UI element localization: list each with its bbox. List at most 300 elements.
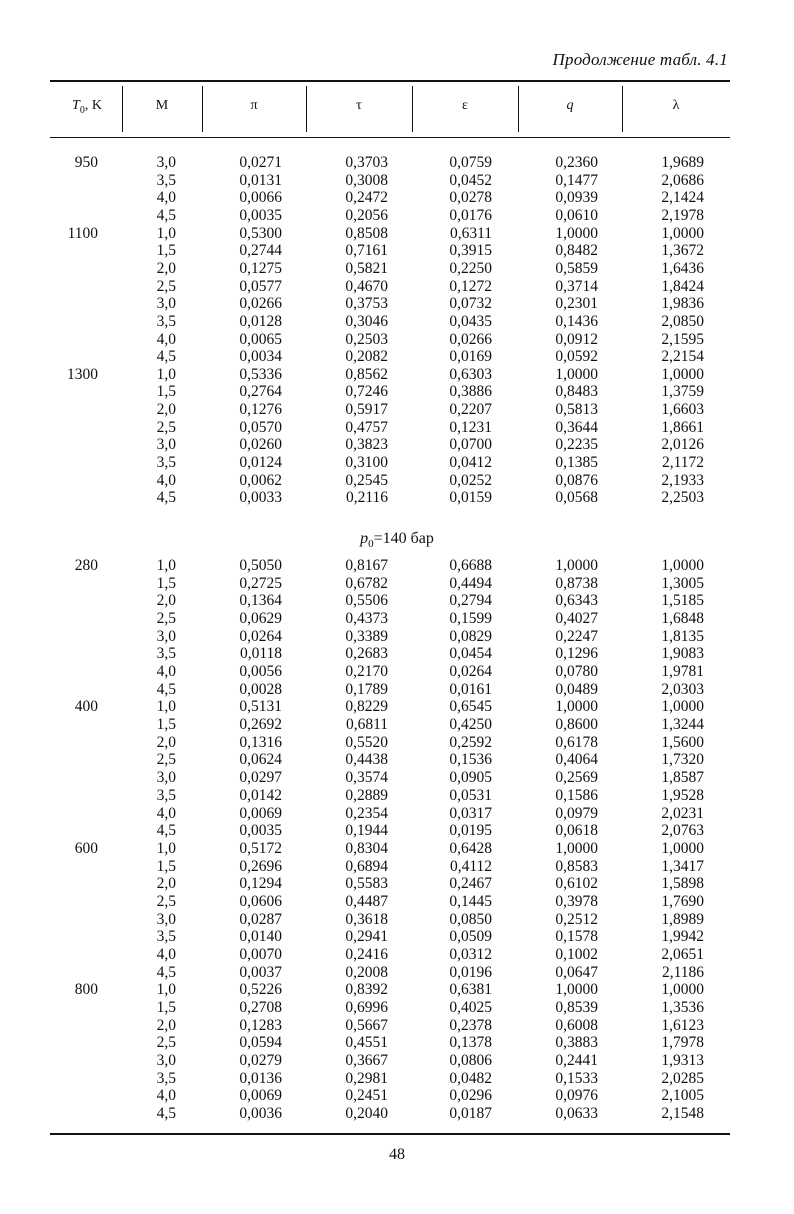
cell-tau: 0,3753 xyxy=(345,295,388,313)
cell-q: 0,6008 xyxy=(555,1016,598,1034)
cell-lambda: 1,3536 xyxy=(661,999,704,1016)
cell-q: 0,3644 xyxy=(555,418,598,436)
cell-tau: 0,5917 xyxy=(345,401,388,419)
cell-pi: 0,0124 xyxy=(239,454,282,472)
cell-tau: 0,7161 xyxy=(345,242,388,260)
cell-m: 4,5 xyxy=(156,206,176,224)
table-row xyxy=(0,154,794,172)
cell-q: 1,0000 xyxy=(555,839,598,857)
cell-pi: 0,0140 xyxy=(239,928,282,946)
cell-m: 3,5 xyxy=(156,312,176,330)
cell-epsilon: 0,0312 xyxy=(449,945,492,963)
cell-epsilon: 0,4025 xyxy=(449,999,492,1016)
cell-epsilon: 0,1272 xyxy=(449,277,492,295)
cell-m: 2,0 xyxy=(156,733,176,751)
header-t0-unit: , K xyxy=(84,98,102,113)
table-row xyxy=(0,787,794,805)
cell-pi: 0,0577 xyxy=(239,277,282,295)
cell-tau: 0,6894 xyxy=(345,857,388,875)
cell-lambda: 1,6848 xyxy=(661,610,704,628)
cell-tau: 0,8304 xyxy=(345,839,388,857)
table-row xyxy=(0,1052,794,1070)
cell-lambda: 1,7320 xyxy=(661,751,704,769)
cell-q: 0,1578 xyxy=(555,928,598,946)
cell-m: 3,0 xyxy=(156,1052,176,1070)
cell-t0: 280 xyxy=(74,557,98,574)
cell-q: 0,0618 xyxy=(555,822,598,840)
cell-lambda: 2,1424 xyxy=(661,189,704,207)
cell-tau: 0,8229 xyxy=(345,698,388,716)
cell-pi: 0,0036 xyxy=(239,1105,282,1123)
cell-q: 0,2569 xyxy=(555,769,598,787)
table-row xyxy=(0,875,794,893)
header-epsilon: ε xyxy=(462,98,468,113)
table-row xyxy=(0,645,794,663)
cell-epsilon: 0,0759 xyxy=(449,154,492,171)
cell-q: 1,0000 xyxy=(555,365,598,383)
cell-lambda: 1,9528 xyxy=(661,786,704,804)
cell-pi: 0,5300 xyxy=(239,224,282,242)
cell-epsilon: 0,1445 xyxy=(449,892,492,910)
cell-tau: 0,3046 xyxy=(345,312,388,330)
cell-epsilon: 0,0412 xyxy=(449,454,492,472)
cell-lambda: 1,9689 xyxy=(661,154,704,171)
cell-q: 0,2301 xyxy=(555,295,598,313)
table-row xyxy=(0,734,794,752)
cell-q: 0,6102 xyxy=(555,875,598,893)
cell-tau: 0,4551 xyxy=(345,1034,388,1052)
cell-m: 2,5 xyxy=(156,892,176,910)
cell-m: 4,0 xyxy=(156,330,176,348)
cell-pi: 0,1364 xyxy=(239,592,282,610)
cell-tau: 0,8562 xyxy=(345,365,388,383)
cell-pi: 0,0028 xyxy=(239,680,282,698)
cell-pi: 0,0069 xyxy=(239,804,282,822)
cell-lambda: 1,9313 xyxy=(661,1052,704,1070)
table-row xyxy=(0,472,794,490)
cell-tau: 0,6811 xyxy=(345,716,388,734)
cell-epsilon: 0,0850 xyxy=(449,910,492,928)
cell-tau: 0,5506 xyxy=(345,592,388,610)
cell-q: 0,3978 xyxy=(555,892,598,910)
cell-lambda: 1,0000 xyxy=(661,698,704,716)
cell-pi: 0,0279 xyxy=(239,1052,282,1070)
cell-tau: 0,3618 xyxy=(345,910,388,928)
table-row xyxy=(0,489,794,507)
cell-lambda: 2,1005 xyxy=(661,1087,704,1105)
table-row xyxy=(0,999,794,1017)
cell-pi: 0,0606 xyxy=(239,892,282,910)
cell-pi: 0,0118 xyxy=(239,645,282,663)
cell-epsilon: 0,6428 xyxy=(449,839,492,857)
table-row xyxy=(0,348,794,366)
header-tau: τ xyxy=(356,98,362,113)
cell-epsilon: 0,0196 xyxy=(449,963,492,981)
cell-epsilon: 0,4250 xyxy=(449,716,492,734)
cell-tau: 0,5520 xyxy=(345,733,388,751)
cell-t0: 400 xyxy=(74,698,98,716)
cell-m: 3,0 xyxy=(156,154,176,171)
cell-m: 3,5 xyxy=(156,454,176,472)
cell-q: 1,0000 xyxy=(555,981,598,999)
cell-epsilon: 0,0700 xyxy=(449,436,492,454)
cell-epsilon: 0,0531 xyxy=(449,786,492,804)
cell-q: 0,2235 xyxy=(555,436,598,454)
cell-tau: 0,2116 xyxy=(345,489,388,507)
cell-tau: 0,2040 xyxy=(345,1105,388,1123)
cell-m: 4,0 xyxy=(156,1087,176,1105)
cell-tau: 0,5821 xyxy=(345,259,388,277)
cell-m: 4,0 xyxy=(156,471,176,489)
header-pi: π xyxy=(250,98,258,113)
cell-q: 0,0592 xyxy=(555,348,598,366)
table-row xyxy=(0,964,794,982)
cell-epsilon: 0,0252 xyxy=(449,471,492,489)
cell-lambda: 1,5185 xyxy=(661,592,704,610)
header-t0 xyxy=(52,98,122,116)
cell-lambda: 2,0303 xyxy=(661,680,704,698)
cell-epsilon: 0,6311 xyxy=(449,224,492,242)
cell-epsilon: 0,0435 xyxy=(449,312,492,330)
cell-epsilon: 0,0732 xyxy=(449,295,492,313)
cell-lambda: 1,0000 xyxy=(661,365,704,383)
table-row xyxy=(0,189,794,207)
cell-epsilon: 0,0806 xyxy=(449,1052,492,1070)
table-caption: Продолжение табл. 4.1 xyxy=(552,50,728,69)
cell-pi: 0,0266 xyxy=(239,295,282,313)
cell-pi: 0,0271 xyxy=(239,154,282,171)
cell-tau: 0,1789 xyxy=(345,680,388,698)
cell-pi: 0,0287 xyxy=(239,910,282,928)
cell-tau: 0,6782 xyxy=(345,574,388,592)
cell-lambda: 2,1595 xyxy=(661,330,704,348)
table-row xyxy=(0,383,794,401)
cell-q: 0,0939 xyxy=(555,189,598,207)
table-header-rule xyxy=(50,137,730,138)
table-row xyxy=(0,366,794,384)
table-row xyxy=(0,1017,794,1035)
cell-lambda: 1,3417 xyxy=(661,857,704,875)
table-row xyxy=(0,681,794,699)
cell-m: 2,0 xyxy=(156,401,176,419)
cell-epsilon: 0,1599 xyxy=(449,610,492,628)
cell-epsilon: 0,1536 xyxy=(449,751,492,769)
table-row xyxy=(0,295,794,313)
cell-q: 0,2512 xyxy=(555,910,598,928)
table-row xyxy=(0,981,794,999)
cell-m: 2,0 xyxy=(156,259,176,277)
cell-lambda: 1,6436 xyxy=(661,259,704,277)
cell-lambda: 1,8989 xyxy=(661,910,704,928)
cell-q: 0,0979 xyxy=(555,804,598,822)
table-row xyxy=(0,172,794,190)
cell-pi: 0,0570 xyxy=(239,418,282,436)
cell-epsilon: 0,0482 xyxy=(449,1069,492,1087)
table-row xyxy=(0,1070,794,1088)
cell-lambda: 2,2503 xyxy=(661,489,704,507)
cell-lambda: 1,6603 xyxy=(661,401,704,419)
cell-lambda: 2,0285 xyxy=(661,1069,704,1087)
cell-tau: 0,8508 xyxy=(345,224,388,242)
cell-m: 2,0 xyxy=(156,875,176,893)
cell-q: 0,5813 xyxy=(555,401,598,419)
cell-epsilon: 0,2378 xyxy=(449,1016,492,1034)
cell-m: 1,0 xyxy=(156,698,176,716)
cell-pi: 0,1316 xyxy=(239,733,282,751)
cell-pi: 0,0035 xyxy=(239,206,282,224)
table-row xyxy=(0,822,794,840)
table-row xyxy=(0,1087,794,1105)
cell-epsilon: 0,0161 xyxy=(449,680,492,698)
cell-pi: 0,2696 xyxy=(239,857,282,875)
cell-q: 0,3883 xyxy=(555,1034,598,1052)
cell-q: 0,0780 xyxy=(555,663,598,681)
cell-m: 3,0 xyxy=(156,769,176,787)
cell-lambda: 2,1978 xyxy=(661,206,704,224)
cell-tau: 0,2941 xyxy=(345,928,388,946)
cell-q: 0,0568 xyxy=(555,489,598,507)
table-row xyxy=(0,858,794,876)
cell-lambda: 2,0850 xyxy=(661,312,704,330)
cell-tau: 0,3008 xyxy=(345,171,388,189)
header-lambda: λ xyxy=(672,98,680,113)
cell-epsilon: 0,6303 xyxy=(449,365,492,383)
cell-tau: 0,3389 xyxy=(345,627,388,645)
cell-lambda: 2,2154 xyxy=(661,348,704,366)
cell-lambda: 1,5600 xyxy=(661,733,704,751)
cell-q: 0,0912 xyxy=(555,330,598,348)
cell-pi: 0,0033 xyxy=(239,489,282,507)
cell-q: 0,2441 xyxy=(555,1052,598,1070)
table-row xyxy=(0,628,794,646)
cell-lambda: 1,0000 xyxy=(661,839,704,857)
cell-q: 0,0489 xyxy=(555,680,598,698)
cell-m: 1,0 xyxy=(156,981,176,999)
cell-q: 0,8583 xyxy=(555,857,598,875)
cell-epsilon: 0,0296 xyxy=(449,1087,492,1105)
cell-pi: 0,0142 xyxy=(239,786,282,804)
cell-tau: 0,3574 xyxy=(345,769,388,787)
cell-epsilon: 0,2207 xyxy=(449,401,492,419)
cell-q: 0,1002 xyxy=(555,945,598,963)
cell-tau: 0,4487 xyxy=(345,892,388,910)
cell-m: 3,5 xyxy=(156,928,176,946)
cell-lambda: 1,7978 xyxy=(661,1034,704,1052)
cell-lambda: 1,3244 xyxy=(661,716,704,734)
cell-lambda: 1,3005 xyxy=(661,574,704,592)
subheader-subscript: 0 xyxy=(368,538,374,551)
cell-m: 2,0 xyxy=(156,1016,176,1034)
cell-m: 3,0 xyxy=(156,436,176,454)
cell-m: 1,5 xyxy=(156,857,176,875)
cell-pi: 0,0297 xyxy=(239,769,282,787)
cell-tau: 0,5667 xyxy=(345,1016,388,1034)
cell-tau: 0,2683 xyxy=(345,645,388,663)
cell-lambda: 1,8424 xyxy=(661,277,704,295)
cell-tau: 0,4438 xyxy=(345,751,388,769)
cell-m: 1,0 xyxy=(156,839,176,857)
cell-epsilon: 0,1231 xyxy=(449,418,492,436)
cell-q: 0,8600 xyxy=(555,716,598,734)
cell-epsilon: 0,4112 xyxy=(449,857,492,875)
cell-m: 4,5 xyxy=(156,963,176,981)
cell-lambda: 2,1172 xyxy=(661,454,704,472)
cell-tau: 0,4670 xyxy=(345,277,388,295)
table-row xyxy=(0,575,794,593)
cell-pi: 0,0037 xyxy=(239,963,282,981)
cell-m: 4,0 xyxy=(156,189,176,207)
cell-q: 0,1477 xyxy=(555,171,598,189)
cell-pi: 0,0260 xyxy=(239,436,282,454)
cell-epsilon: 0,0905 xyxy=(449,769,492,787)
cell-epsilon: 0,0195 xyxy=(449,822,492,840)
cell-tau: 0,2889 xyxy=(345,786,388,804)
page-number: 48 xyxy=(389,1146,405,1163)
cell-epsilon: 0,2250 xyxy=(449,259,492,277)
cell-pi: 0,0062 xyxy=(239,471,282,489)
cell-lambda: 1,6123 xyxy=(661,1016,704,1034)
cell-m: 1,5 xyxy=(156,999,176,1016)
cell-epsilon: 0,6381 xyxy=(449,981,492,999)
table-row xyxy=(0,769,794,787)
cell-epsilon: 0,3886 xyxy=(449,383,492,401)
cell-q: 0,0876 xyxy=(555,471,598,489)
cell-pi: 0,0624 xyxy=(239,751,282,769)
table-row xyxy=(0,698,794,716)
cell-epsilon: 0,2592 xyxy=(449,733,492,751)
cell-lambda: 1,0000 xyxy=(661,981,704,999)
cell-m: 2,5 xyxy=(156,751,176,769)
cell-epsilon: 0,0454 xyxy=(449,645,492,663)
cell-epsilon: 0,2467 xyxy=(449,875,492,893)
cell-pi: 0,2744 xyxy=(239,242,282,260)
table-row xyxy=(0,840,794,858)
cell-lambda: 1,0000 xyxy=(661,224,704,242)
cell-epsilon: 0,0176 xyxy=(449,206,492,224)
cell-q: 0,1533 xyxy=(555,1069,598,1087)
cell-m: 1,5 xyxy=(156,383,176,401)
cell-pi: 0,0069 xyxy=(239,1087,282,1105)
table-row xyxy=(0,1105,794,1123)
cell-tau: 0,3667 xyxy=(345,1052,388,1070)
subheader-value: =140 бар xyxy=(373,530,434,547)
table-row xyxy=(0,419,794,437)
table-row xyxy=(0,313,794,331)
cell-tau: 0,4757 xyxy=(345,418,388,436)
table-row xyxy=(0,893,794,911)
cell-t0: 1100 xyxy=(67,224,98,242)
cell-m: 4,0 xyxy=(156,804,176,822)
cell-m: 3,5 xyxy=(156,171,176,189)
cell-tau: 0,2056 xyxy=(345,206,388,224)
cell-m: 3,0 xyxy=(156,627,176,645)
cell-epsilon: 0,3915 xyxy=(449,242,492,260)
cell-q: 0,1296 xyxy=(555,645,598,663)
cell-epsilon: 0,0169 xyxy=(449,348,492,366)
cell-lambda: 1,9942 xyxy=(661,928,704,946)
table-row xyxy=(0,716,794,734)
cell-tau: 0,2354 xyxy=(345,804,388,822)
table-row xyxy=(0,454,794,472)
table-row xyxy=(0,592,794,610)
cell-m: 2,5 xyxy=(156,610,176,628)
cell-pi: 0,5172 xyxy=(239,839,282,857)
table-row xyxy=(0,207,794,225)
cell-lambda: 2,0686 xyxy=(661,171,704,189)
header-m: M xyxy=(155,98,169,113)
cell-lambda: 2,0126 xyxy=(661,436,704,454)
cell-m: 4,5 xyxy=(156,680,176,698)
cell-pi: 0,1294 xyxy=(239,875,282,893)
cell-tau: 0,3823 xyxy=(345,436,388,454)
cell-epsilon: 0,0829 xyxy=(449,627,492,645)
cell-q: 0,6178 xyxy=(555,733,598,751)
cell-pi: 0,0594 xyxy=(239,1034,282,1052)
table-row xyxy=(0,278,794,296)
table-row xyxy=(0,242,794,260)
cell-q: 0,0610 xyxy=(555,206,598,224)
cell-lambda: 1,9836 xyxy=(661,295,704,313)
cell-tau: 0,2170 xyxy=(345,663,388,681)
cell-m: 2,0 xyxy=(156,592,176,610)
cell-epsilon: 0,0278 xyxy=(449,189,492,207)
cell-q: 0,4064 xyxy=(555,751,598,769)
cell-q: 0,1436 xyxy=(555,312,598,330)
cell-lambda: 1,7690 xyxy=(661,892,704,910)
table-row xyxy=(0,663,794,681)
cell-m: 4,0 xyxy=(156,663,176,681)
header-q: q xyxy=(566,98,574,113)
cell-m: 1,5 xyxy=(156,242,176,260)
table-row xyxy=(0,928,794,946)
table-row xyxy=(0,946,794,964)
cell-m: 4,5 xyxy=(156,348,176,366)
table-row xyxy=(0,557,794,575)
cell-epsilon: 0,0159 xyxy=(449,489,492,507)
table-row xyxy=(0,260,794,278)
cell-pi: 0,5050 xyxy=(239,557,282,574)
cell-epsilon: 0,0509 xyxy=(449,928,492,946)
header-t0-subscript: 0 xyxy=(79,104,85,116)
cell-pi: 0,0035 xyxy=(239,822,282,840)
cell-tau: 0,5583 xyxy=(345,875,388,893)
cell-m: 4,0 xyxy=(156,945,176,963)
cell-tau: 0,2472 xyxy=(345,189,388,207)
cell-pi: 0,5226 xyxy=(239,981,282,999)
cell-tau: 0,8392 xyxy=(345,981,388,999)
subheader-symbol: p xyxy=(360,530,369,547)
cell-epsilon: 0,0266 xyxy=(449,330,492,348)
cell-epsilon: 0,6688 xyxy=(449,557,492,574)
cell-pi: 0,5131 xyxy=(239,698,282,716)
cell-pi: 0,1275 xyxy=(239,259,282,277)
table-row xyxy=(0,805,794,823)
cell-lambda: 1,8587 xyxy=(661,769,704,787)
cell-pi: 0,0629 xyxy=(239,610,282,628)
table-bottom-rule xyxy=(50,1133,730,1135)
cell-epsilon: 0,0187 xyxy=(449,1105,492,1123)
table-row xyxy=(0,911,794,929)
cell-tau: 0,7246 xyxy=(345,383,388,401)
cell-tau: 0,2545 xyxy=(345,471,388,489)
cell-t0: 600 xyxy=(74,839,98,857)
table-row xyxy=(0,1034,794,1052)
cell-pi: 0,0128 xyxy=(239,312,282,330)
cell-m: 1,5 xyxy=(156,716,176,734)
cell-pi: 0,0034 xyxy=(239,348,282,366)
cell-tau: 0,8167 xyxy=(345,557,388,574)
cell-m: 3,5 xyxy=(156,1069,176,1087)
